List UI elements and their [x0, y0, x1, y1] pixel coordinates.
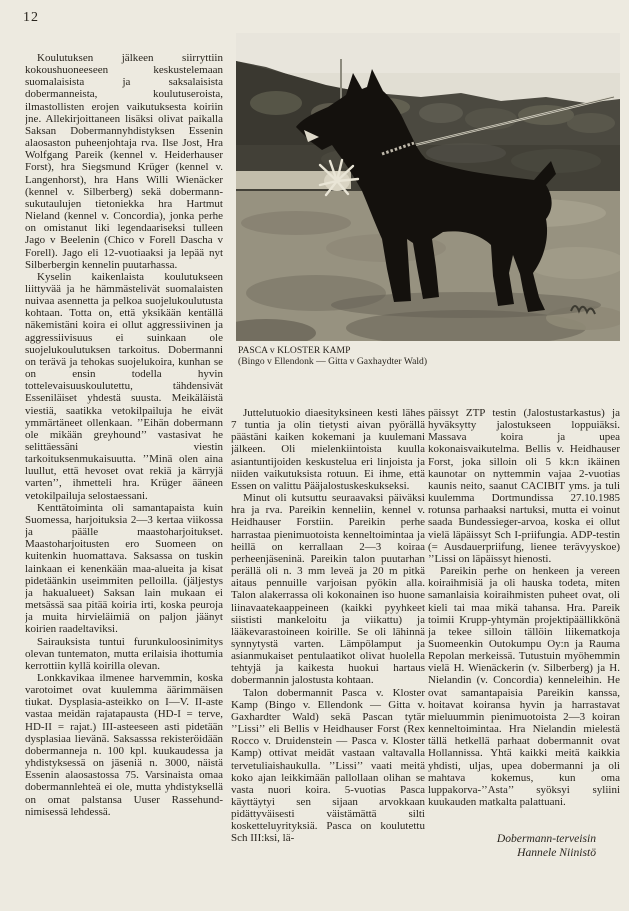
article-column-2: [231, 407, 425, 899]
paragraph: Minut oli kutsuttu seuraavaksi päiväksi hra ja rva. Pareikin kenneliin, kennel v. Heidhauser Forstiin. Pareikin perhe harrastaa pienimuotoista kenneltoimintaa ja heillä on kerrallaan 2—3 koiraa perheenjäseninä. Pareikin talon puutarhan perällä oli n. 3 mm leveä ja 20 m pitkä aitaus pennuille varjoisan pyökin alla. Talon alakerrassa oli kokonainen iso huone liinavaatekaappeineen (kaikki pyyhkeet siististi mankeloitu ja viikattu) ja lääkevarastoineen koirille. Se oli lähinnä synnytystä varten. Lämpölamput ja asianmukaiset pentulaatikot olivat huolella tehtyjä ja kaikesta huokui hartaus dobermannin jalostusta kohtaan.: [231, 492, 425, 687]
paragraph: Kenttätoiminta oli samantapaista kuin Suomessa, harjoituksia 2—3 kertaa viikossa ja päälle maastoharjoitukset. Maastoharjoitusten ero Suomeen on kuitenkin huomattava. Saksassa on tuskin lainkaan ei kenenkään maa-alueita ja kisat pidetäänkin useimmiten pelloilla. (jäljestys ja hakualueet) Saksan lain mukaan ei metsässä saa pitää koiria irti, koska peuroja ja muita hirvieläimiä on paljon jäänyt koirien raadeltaviksi.: [25, 501, 223, 636]
signoff-greeting: Dobermann-terveisin: [496, 832, 596, 846]
dog-photo: [236, 33, 620, 341]
article-column-1: [25, 52, 223, 888]
paragraph: Koulutuksen jälkeen siirryttiin kokoushuoneeseen keskustelemaan suomalaisista ja saksalaisista dobermanneista, koulutuseroista, ilmastollisten erojen vaikutuksesta koiriin jne. Allekirjoittaneen lisäksi olivat paikalla Saksan Dobermannyhdistyksen Essenin alaosaston puheenjohtaja rva. Ilse Jost, Hra Wolfgang Pareik (kennel v. Heiderhauser Forst), hra Siegsmund Krüger (kennel v. Langenhorst), hra Hans Willi Wienäcker (kennel v. Silberberg) sekä dobermann-sukutaulujen tietoniekka hra Hartmut Nieland (kennel v. Concordia), jonka perhe on omistanut liki legendaariseksi tulleen Jago v Beelenin (Chico v Forell Dascha v Forell). Jago eli 12-vuotiaaksi ja lepää nyt Silberbergin kennelin puutarhassa.: [25, 52, 223, 271]
paragraph: Sairauksista tuntui furunkuloosinimitys olevan tuntematon, mutta erilaisia ihottumia kerrottiin kyllä koirilla olevan.: [25, 635, 223, 672]
paragraph: päissyt ZTP testin (Jalostustarkastus) ja hyväksytty jalostukseen loppuiäksi. Massava koira ja upea kokonaisvaikutelma. Bellis v. Heidhauser Forst, joka silloin oli 5 kk:n ikäinen kaunotar on nyttemmin vajaa 2-vuotias kaunis neito, saanut CACIBIT yms. ja tuli kuulemma Dortmundissa 27.10.1985 rotunsa parhaaksi nartuksi, mutta ei voinut saada Bundessieger-arvoa, koska ei ollut vielä läpäissyt Sch I-priifungia. ADP-testin (= Ausdauerpriifung, lienee terävyyskoe) ’’Lissi on läpäissyt hienosti.: [428, 407, 620, 565]
background-pole: [340, 59, 342, 103]
paragraph: Pareikin perhe on henkeen ja vereen koiraihmisiä ja oli hauska todeta, miten samanlaisia koiraihmisten puheet ovat, oli kieli tai maa mikä tahansa. Hra. Pareik toimii Krupp-yhtymän projektipäällikkönä ja tekee silloin tällöin liikematkoja Suomeenkin Outokumpu Oy:n ja Rauma Repolan merkeissä. Tutustuin myöhemmin vielä H. Wienäckerin (v. Silberberg) ja H. Nielandin (v. Concordia) kenneleihin. He ovat samantapaisia Pareikin kanssa, hoitavat koiransa hyvin ja harrastavat mieluummin pienimuotoista 2—3 koiran kenneltoimintaa. Hra Nielandin mielestä tällä hetkellä parhaat dobermannit ovat Hollannissa. Yhtä kaikki meitä kaikkia yhdisti, uljas, upea dobermanni ja oli mahtava kokemus, kun oma luppakorva-’’Asta’’ syöksyi syliini kuukauden matkalta palattuani.: [428, 565, 620, 808]
article-column-3: [428, 407, 620, 899]
paragraph: Lonkkavikaa ilmenee harvemmin, koska varotoimet ovat kuulemma äärimmäisen tiukat. Dysplasia-asteikko on I—V. II-aste vastaa meidän rajatapausta (HD-I = terve, HD-II = rajat.) III-asteeseen asti pidetään dysplasiaa lievänä. Saksasssa rekisteröidään dobermanneja n. 100 kpl. kuukaudessa ja yhdistyksessä on jäseniä n. 3000, näistä Essenin alaosastossa 75. Varsinaista omaa dobermannlehteä ei ole, mutta yhdistyksellä on omat palstansa Uuser Rassehund-nimisessä lehdessä.: [25, 671, 223, 818]
signoff-author: Hannele Niinistö: [517, 845, 596, 859]
paragraph: Talon dobermannit Pasca v. Kloster Kamp (Bingo v. Ellendonk — Gitta v. Gaxhardter Wald) sekä Pascan tytär ’’Lissi’’ eli Bellis v Heidhauser Forst (Rex Rocco v. Druidenstein — Pasca v. Kloster Kamp) ottivat meidät vastaan valtavalla tervetuliaishaukulla. ’’Lissi’’ vaati meitä koko ajan leikkimään pallollaan olihan se vasta nuori koira. 5-vuotias Pasca käyttäytyi sen sijaan arvokkaan pidättyväisesti väistämättä silti kosketteluyrityksiä. Pasca on koulutettu Sch III:ksi, lä-: [231, 686, 425, 845]
caption-title: PASCA v KLOSTER KAMP: [238, 345, 351, 356]
caption-subtitle: (Bingo v Ellendonk — Gitta v Gaxhaydter Wald): [238, 356, 428, 368]
dog-photo-illustration: [236, 33, 620, 341]
page-number: 12: [23, 10, 39, 25]
paragraph: Juttelutuokio diaesityksineen kesti lähes 7 tuntia ja olin tietysti aivan pyörällä päästäni kaiken kokemani ja kuulemani jälkeen. Oli mielenkiintoista kuulla asiantuntijoiden keskustelua eri linjoista ja niiden vaikutuksista rotuun. Ei ihme, että Essen on valittu Pääjalostuskeskukseksi.: [231, 407, 425, 492]
photo-caption: [238, 345, 618, 368]
paragraph: Kyselin kaikenlaista koulutukseen liittyvää ja he hämmästelivät suomalaisten nuivaa asennetta ja pelkoa suojelukoulutusta kohtaan. Totta on, että yksikään kentällä näkemistäni koira ei ollut aggressiivinen ja aggressiivisuus ei suinkaan ole suojelukoulutuksen tarkoitus. Dobermanni on terävä ja tehokas suojelukoira, kunhan se on ensin todella hyvin tottelevaisuuskoulutettu, tähdensivät Esseniläiset yhdestä suusta. Meikäläistä viestiä, saatikka vetokilpailuja he eivät ymmärtäneet ollenkaan. ’’Eihän dobermann ole mikään greyhound’’ vastasivat he selittäessäni viestin tarkoituksenmukaisuutta. ’’Minä olen aina luullut, että hevoset ovat rekiä ja kärryjä varten’’, ihmetteli hra. Krüger ääneen vetokilpailuja selostaessani.: [25, 270, 223, 502]
signoff: [428, 832, 620, 859]
